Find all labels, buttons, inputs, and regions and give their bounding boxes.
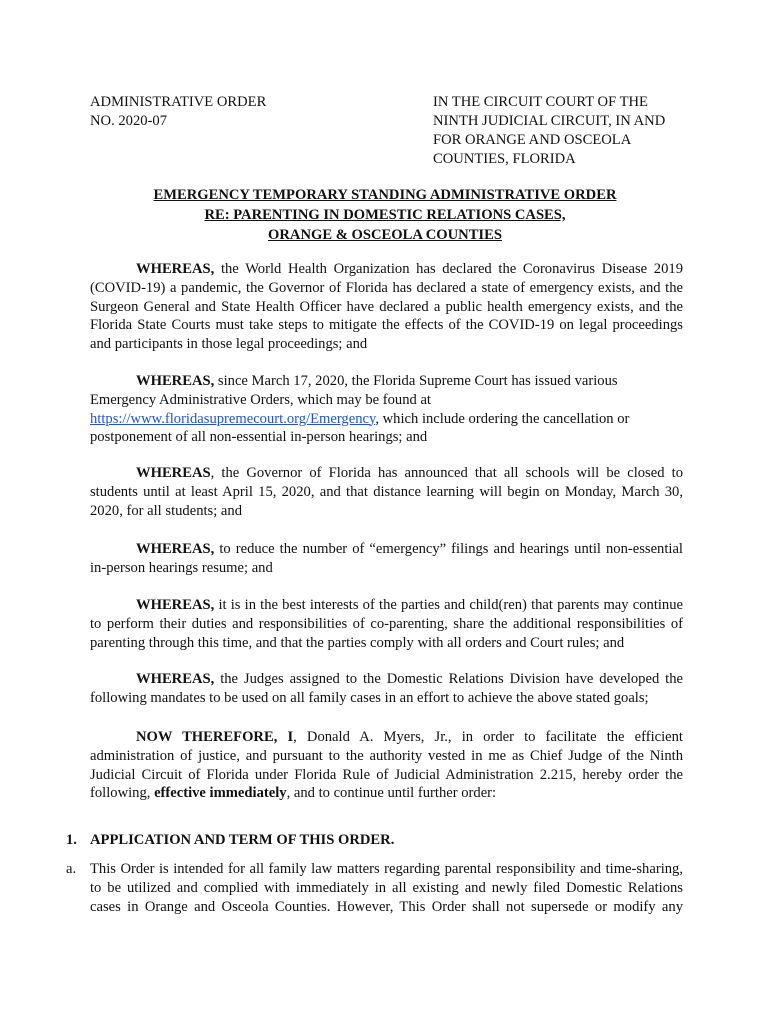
section-1-heading — [66, 832, 394, 849]
order-type: ADMINISTRATIVE ORDER — [90, 94, 267, 110]
emergency-orders-link[interactable]: https://www.floridasupremecourt.org/Emergency — [90, 410, 376, 427]
court-caption — [433, 93, 665, 169]
now-therefore-paragraph: NOW THEREFORE, I, Donald A. Myers, Jr., in order to facilitate the efficient administration of justice, and pursuant to the authority vested in me as Chief Judge of the Ninth Judicial Circuit of Florida under Florida Rule of Judicial Administration 2.215, hereby order the following, effective immediately, and to continue until further order: — [90, 729, 683, 802]
item-label: a. — [66, 861, 77, 877]
order-title — [90, 185, 680, 245]
whereas-lead: WHEREAS, — [136, 597, 215, 613]
whereas-lead: WHEREAS — [136, 465, 211, 481]
court-line-1: IN THE CIRCUIT COURT OF THE — [433, 94, 648, 110]
section-number: 1. — [66, 832, 77, 848]
court-line-4: COUNTIES, FLORIDA — [433, 151, 576, 167]
section-title: APPLICATION AND TERM OF THIS ORDER. — [90, 832, 395, 848]
whereas-lead: WHEREAS, — [136, 373, 215, 389]
title-line-1: EMERGENCY TEMPORARY STANDING ADMINISTRATIVE ORDER — [153, 187, 617, 203]
title-line-3: ORANGE & OSCEOLA COUNTIES — [268, 227, 502, 243]
whereas-paragraph-2: WHEREAS, since March 17, 2020, the Florida Supreme Court has issued various Emergency Administrative Orders, which may be found at https://www.floridasupremecourt.org/Emergency, which include ordering the cancellation or postponement of all non-essential in-person hearings; and — [90, 373, 630, 446]
title-line-2: RE: PARENTING IN DOMESTIC RELATIONS CASES, — [204, 207, 566, 223]
order-number: NO. 2020-07 — [90, 113, 168, 129]
court-line-3: FOR ORANGE AND OSCEOLA — [433, 132, 632, 148]
document-page: ADMINISTRATIVE ORDER NO. 2020-07 IN THE CIRCUIT COURT OF THE NINTH JUDICIAL CIRCUIT, IN AND FOR ORANGE AND OSCEOLA COUNTIES, FLORIDA EMERGENCY TEMPORARY STANDING ADMINISTRATIVE ORDER RE: PARENTING IN DOMESTIC RELATIONS CASES, ORANGE & OSCEOLA COUNTIES WHEREAS, the World Health Organization has declared the Coronavirus Disease 2019 (COVID-19) a pandemic, the Governor of Florida has declared a state of emergency exists, and the Surgeon General and State Health Officer have declared a public health emergency exists, and the Florida State Courts must take steps to mitigate the effects of the COVID-19 on legal proceedings and participants in those legal proceedings; and WHEREAS, since March 17, 2020, the Florida Supreme Court has issued various Emergency Administrative Orders, which may be found at https://www.floridasupremecourt.org/Emergency, which include ordering the cancellation or postponement of all non-essential in-person hearings; and WHEREAS, the Governor of Florida has announced that all schools will be closed to students until at least April 15, 2020, and that distance learning will begin on Monday, March 30, 2020, for all students; and WHEREAS, to reduce the number of “emergency” filings and hearings until non-essential in-person hearings resume; and WHEREAS, it is in the best interests of the parties and child(ren) that parents may continue to perform their duties and responsibilities of co-parenting, share the additional responsibilities of parenting through this time, and that the parties comply with all orders and Court rules; and WHEREAS, the Judges assigned to the Domestic Relations Division have developed the following mandates to be used on all family cases in an effort to achieve the above stated goals; NOW THEREFORE, I, Donald A. Myers, Jr., in order to facilitate the efficient administration of justice, and pursuant to the authority vested in me as Chief Judge of the Ninth Judicial Circuit of Florida under Florida Rule of Judicial Administration 2.215, hereby order the following, effective immediately, and to continue until further order: 1. APPLICATION AND TERM OF THIS ORDER. a. This Order is intended for all family law matters regarding parental responsibility and time-sharing, to be utilized and complied with immediately in all existing and newly filed Domestic Relations cases in Orange and Osceola Counties. However, This Order shall not supersede or modify any — [66, 94, 683, 915]
effective-immediately: effective immediately — [154, 785, 287, 802]
whereas-paragraph-4: WHEREAS, to reduce the number of “emergency” filings and hearings until non-essential in-person hearings resume; and — [90, 541, 683, 576]
now-therefore-lead: NOW THEREFORE, I — [136, 729, 294, 745]
whereas-paragraph-3: WHEREAS, the Governor of Florida has announced that all schools will be closed to students until at least April 15, 2020, and that distance learning will begin on Monday, March 30, 2020, for all students; and — [90, 465, 683, 519]
whereas-lead: WHEREAS, — [136, 671, 215, 687]
whereas-lead: WHEREAS, — [136, 541, 215, 557]
whereas-paragraph-6: WHEREAS, the Judges assigned to the Domestic Relations Division have developed the following mandates to be used on all family cases in an effort to achieve the above stated goals; — [90, 671, 683, 706]
order-number-block — [90, 93, 266, 131]
whereas-lead: WHEREAS, — [136, 261, 215, 277]
court-line-2: NINTH JUDICIAL CIRCUIT, IN AND — [433, 113, 666, 129]
whereas-paragraph-1: WHEREAS, the World Health Organization has declared the Coronavirus Disease 2019 (COVID-19) a pandemic, the Governor of Florida has declared a state of emergency exists, and the Surgeon General and State Health Officer have declared a public health emergency exists, and the Florida State Courts must take steps to mitigate the effects of the COVID-19 on legal proceedings and participants in those legal proceedings; and — [90, 261, 683, 353]
whereas-paragraph-5: WHEREAS, it is in the best interests of the parties and child(ren) that parents may continue to perform their duties and responsibilities of co-parenting, share the additional responsibilities of parenting through this time, and that the parties comply with all orders and Court rules; and — [90, 597, 683, 651]
